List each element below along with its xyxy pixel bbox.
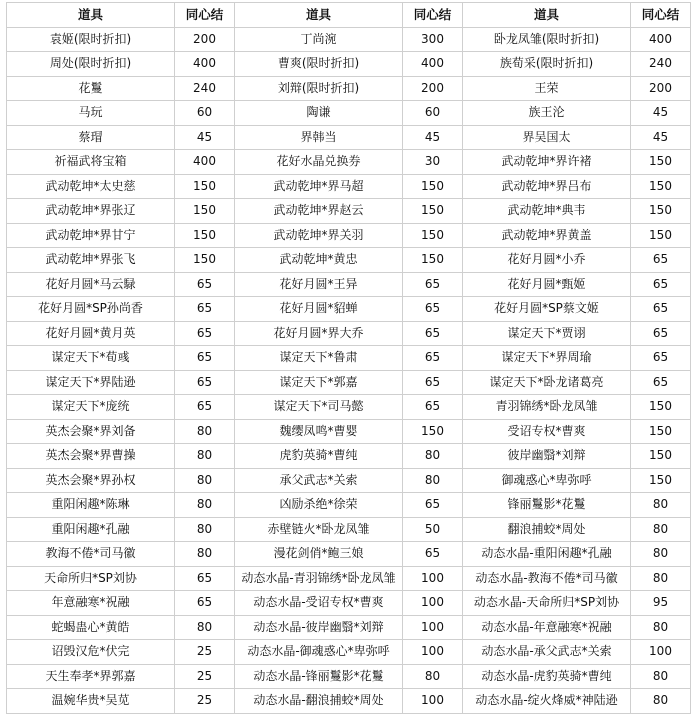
header-row: [7, 3, 691, 28]
table-row: [7, 517, 691, 542]
cost-cell: 150: [403, 223, 463, 248]
cost-cell: 80: [631, 664, 691, 689]
cost-cell: 150: [631, 419, 691, 444]
item-name-cell: 花好月圆*王异: [235, 272, 403, 297]
item-name-cell: 教海不倦*司马徽: [7, 542, 175, 567]
item-name-cell: 动态水晶-教海不倦*司马徽: [463, 566, 631, 591]
item-name-cell: 动态水晶-虎豹英骑*曹纯: [463, 664, 631, 689]
cost-cell: 65: [175, 297, 235, 322]
item-name-cell: 族王沦: [463, 101, 631, 126]
cost-cell: 65: [403, 272, 463, 297]
cost-cell: 150: [631, 150, 691, 175]
cost-cell: 80: [631, 542, 691, 567]
item-name-cell: 温婉华贵*吴苋: [7, 689, 175, 714]
item-name-cell: 王荣: [463, 76, 631, 101]
item-name-cell: 武动乾坤*界黄盖: [463, 223, 631, 248]
cost-cell: 100: [403, 591, 463, 616]
item-name-cell: 谋定天下*鲁肃: [235, 346, 403, 371]
table-row: [7, 615, 691, 640]
cost-cell: 65: [175, 346, 235, 371]
item-name-cell: 谋定天下*荀彧: [7, 346, 175, 371]
item-name-cell: 动态水晶-承父武志*关索: [463, 640, 631, 665]
table-row: [7, 640, 691, 665]
cost-cell: 65: [403, 370, 463, 395]
cost-cell: 150: [175, 174, 235, 199]
item-name-cell: 赤壁链火*卧龙凤雏: [235, 517, 403, 542]
item-name-cell: 武动乾坤*界许褚: [463, 150, 631, 175]
cost-cell: 45: [631, 125, 691, 150]
cost-cell: 80: [631, 566, 691, 591]
item-name-cell: 重阳闲趣*孔融: [7, 517, 175, 542]
cost-cell: 200: [403, 76, 463, 101]
item-name-cell: 花好月圆*界大乔: [235, 321, 403, 346]
cost-cell: 65: [175, 591, 235, 616]
item-name-cell: 马玩: [7, 101, 175, 126]
item-name-cell: 动态水晶-年意融寒*祝融: [463, 615, 631, 640]
item-name-cell: 御魂惑心*卑弥呼: [463, 468, 631, 493]
cost-cell: 65: [175, 321, 235, 346]
item-name-cell: 武动乾坤*典韦: [463, 199, 631, 224]
item-name-cell: 蔡瑁: [7, 125, 175, 150]
cost-cell: 65: [403, 395, 463, 420]
cost-cell: 65: [403, 321, 463, 346]
cost-cell: 150: [631, 444, 691, 469]
cost-cell: 300: [403, 27, 463, 52]
item-name-cell: 英杰会聚*界刘备: [7, 419, 175, 444]
item-name-cell: 武动乾坤*界关羽: [235, 223, 403, 248]
item-name-cell: 武动乾坤*太史慈: [7, 174, 175, 199]
item-name-cell: 花好月圆*甄姬: [463, 272, 631, 297]
item-name-cell: 界吴国太: [463, 125, 631, 150]
cost-cell: 240: [631, 52, 691, 77]
cost-cell: 80: [631, 615, 691, 640]
item-name-cell: 花好月圆*SP蔡文姬: [463, 297, 631, 322]
cost-cell: 100: [403, 640, 463, 665]
item-name-cell: 武动乾坤*界张飞: [7, 248, 175, 273]
cost-cell: 45: [403, 125, 463, 150]
table-row: [7, 370, 691, 395]
table-row: [7, 52, 691, 77]
item-name-cell: 谋定天下*贾诩: [463, 321, 631, 346]
table-row: [7, 566, 691, 591]
cost-cell: 65: [175, 566, 235, 591]
item-name-cell: 武动乾坤*黄忠: [235, 248, 403, 273]
item-name-cell: 花好水晶兑换券: [235, 150, 403, 175]
table-row: [7, 76, 691, 101]
table-row: [7, 444, 691, 469]
item-name-cell: 周处(限时折扣): [7, 52, 175, 77]
cost-cell: 100: [403, 689, 463, 714]
table-row: [7, 321, 691, 346]
cost-cell: 150: [175, 223, 235, 248]
table-row: [7, 664, 691, 689]
cost-cell: 25: [175, 664, 235, 689]
column-header-item: 道具: [235, 3, 403, 28]
cost-cell: 100: [403, 615, 463, 640]
table-row: [7, 689, 691, 714]
item-name-cell: 英杰会聚*界孙权: [7, 468, 175, 493]
cost-cell: 80: [403, 444, 463, 469]
item-name-cell: 谋定天下*界陆逊: [7, 370, 175, 395]
cost-cell: 150: [631, 395, 691, 420]
cost-cell: 80: [175, 493, 235, 518]
cost-cell: 80: [631, 689, 691, 714]
item-name-cell: 动态水晶-重阳闲趣*孔融: [463, 542, 631, 567]
cost-cell: 80: [175, 468, 235, 493]
cost-cell: 240: [175, 76, 235, 101]
cost-cell: 80: [631, 493, 691, 518]
table-row: [7, 223, 691, 248]
cost-cell: 65: [175, 395, 235, 420]
item-name-cell: 翻浪捕蛟*周处: [463, 517, 631, 542]
item-name-cell: 谋定天下*庞统: [7, 395, 175, 420]
table-row: [7, 395, 691, 420]
cost-cell: 80: [175, 444, 235, 469]
table-row: [7, 174, 691, 199]
item-name-cell: 谋定天下*卧龙诸葛亮: [463, 370, 631, 395]
item-name-cell: 花好月圆*貂蝉: [235, 297, 403, 322]
table-row: [7, 248, 691, 273]
item-name-cell: 武动乾坤*界吕布: [463, 174, 631, 199]
cost-cell: 150: [403, 248, 463, 273]
item-name-cell: 承父武志*关索: [235, 468, 403, 493]
cost-cell: 65: [403, 493, 463, 518]
cost-cell: 30: [403, 150, 463, 175]
item-name-cell: 动态水晶-青羽锦绣*卧龙凤雏: [235, 566, 403, 591]
cost-cell: 50: [403, 517, 463, 542]
cost-cell: 25: [175, 689, 235, 714]
item-name-cell: 界韩当: [235, 125, 403, 150]
cost-cell: 200: [175, 27, 235, 52]
item-name-cell: 袁姬(限时折扣): [7, 27, 175, 52]
table-row: [7, 272, 691, 297]
cost-cell: 80: [631, 517, 691, 542]
item-name-cell: 英杰会聚*界曹操: [7, 444, 175, 469]
item-name-cell: 动态水晶-翻浪捕蛟*周处: [235, 689, 403, 714]
item-name-cell: 武动乾坤*界赵云: [235, 199, 403, 224]
cost-cell: 100: [631, 640, 691, 665]
cost-cell: 150: [403, 199, 463, 224]
item-name-cell: 动态水晶-彼岸幽翳*刘辩: [235, 615, 403, 640]
cost-cell: 150: [175, 199, 235, 224]
cost-cell: 65: [631, 346, 691, 371]
cost-cell: 65: [403, 297, 463, 322]
column-header-item: 道具: [463, 3, 631, 28]
cost-cell: 65: [631, 321, 691, 346]
item-name-cell: 祈福武将宝箱: [7, 150, 175, 175]
cost-cell: 80: [175, 419, 235, 444]
column-header-cost: 同心结: [175, 3, 235, 28]
item-name-cell: 年意融寒*祝融: [7, 591, 175, 616]
column-header-item: 道具: [7, 3, 175, 28]
cost-cell: 100: [403, 566, 463, 591]
item-name-cell: 重阳闲趣*陈琳: [7, 493, 175, 518]
cost-cell: 65: [631, 272, 691, 297]
table-row: [7, 297, 691, 322]
cost-cell: 80: [175, 615, 235, 640]
cost-cell: 25: [175, 640, 235, 665]
cost-cell: 400: [175, 150, 235, 175]
table-row: [7, 493, 691, 518]
item-name-cell: 武动乾坤*界甘宁: [7, 223, 175, 248]
item-name-cell: 卧龙凤雏(限时折扣): [463, 27, 631, 52]
item-name-cell: 动态水晶-锋丽鬘影*花鬘: [235, 664, 403, 689]
item-name-cell: 动态水晶-天命所归*SP刘协: [463, 591, 631, 616]
item-name-cell: 刘辩(限时折扣): [235, 76, 403, 101]
item-name-cell: 谋定天下*郭嘉: [235, 370, 403, 395]
cost-cell: 80: [175, 542, 235, 567]
table-row: [7, 125, 691, 150]
item-name-cell: 锋丽鬘影*花鬘: [463, 493, 631, 518]
table-row: [7, 199, 691, 224]
cost-cell: 150: [631, 174, 691, 199]
cost-cell: 60: [175, 101, 235, 126]
cost-cell: 65: [175, 272, 235, 297]
cost-cell: 400: [631, 27, 691, 52]
item-name-cell: 蛇蝎蛊心*黄皓: [7, 615, 175, 640]
cost-cell: 65: [631, 370, 691, 395]
cost-cell: 65: [403, 542, 463, 567]
item-name-cell: 魏缨凤鸣*曹婴: [235, 419, 403, 444]
item-name-cell: 武动乾坤*界马超: [235, 174, 403, 199]
table-row: [7, 591, 691, 616]
cost-cell: 150: [631, 223, 691, 248]
item-name-cell: 花鬘: [7, 76, 175, 101]
table-row: [7, 542, 691, 567]
item-name-cell: 花好月圆*马云騄: [7, 272, 175, 297]
table-row: [7, 150, 691, 175]
cost-cell: 150: [403, 419, 463, 444]
cost-cell: 150: [631, 199, 691, 224]
item-name-cell: 诏毁汉危*伏完: [7, 640, 175, 665]
item-name-cell: 受诏专权*曹爽: [463, 419, 631, 444]
item-name-cell: 动态水晶-绽火烽威*神陆逊: [463, 689, 631, 714]
column-header-cost: 同心结: [631, 3, 691, 28]
table-body: [7, 27, 691, 713]
cost-cell: 65: [631, 297, 691, 322]
cost-cell: 150: [175, 248, 235, 273]
item-name-cell: 丁尚涴: [235, 27, 403, 52]
cost-cell: 400: [403, 52, 463, 77]
table-row: [7, 468, 691, 493]
item-name-cell: 花好月圆*小乔: [463, 248, 631, 273]
table-row: [7, 101, 691, 126]
cost-cell: 65: [631, 248, 691, 273]
table-row: [7, 346, 691, 371]
cost-cell: 80: [175, 517, 235, 542]
cost-cell: 400: [175, 52, 235, 77]
table-row: [7, 419, 691, 444]
item-name-cell: 族荀采(限时折扣): [463, 52, 631, 77]
cost-cell: 60: [403, 101, 463, 126]
item-name-cell: 青羽锦绣*卧龙凤雏: [463, 395, 631, 420]
item-name-cell: 谋定天下*界周瑜: [463, 346, 631, 371]
item-name-cell: 漫花剑俏*鲍三娘: [235, 542, 403, 567]
cost-cell: 150: [631, 468, 691, 493]
item-name-cell: 谋定天下*司马懿: [235, 395, 403, 420]
item-name-cell: 虎豹英骑*曹纯: [235, 444, 403, 469]
cost-cell: 65: [403, 346, 463, 371]
cost-cell: 45: [631, 101, 691, 126]
item-name-cell: 花好月圆*黄月英: [7, 321, 175, 346]
item-name-cell: 陶谦: [235, 101, 403, 126]
cost-cell: 80: [403, 468, 463, 493]
cost-cell: 45: [175, 125, 235, 150]
cost-cell: 80: [403, 664, 463, 689]
cost-cell: 150: [403, 174, 463, 199]
column-header-cost: 同心结: [403, 3, 463, 28]
item-name-cell: 曹爽(限时折扣): [235, 52, 403, 77]
item-name-cell: 凶励杀绝*徐荣: [235, 493, 403, 518]
item-name-cell: 花好月圆*SP孙尚香: [7, 297, 175, 322]
cost-cell: 65: [175, 370, 235, 395]
table-row: [7, 27, 691, 52]
exchange-table: [6, 2, 691, 714]
item-name-cell: 动态水晶-御魂惑心*卑弥呼: [235, 640, 403, 665]
item-name-cell: 动态水晶-受诏专权*曹爽: [235, 591, 403, 616]
cost-cell: 95: [631, 591, 691, 616]
item-name-cell: 武动乾坤*界张辽: [7, 199, 175, 224]
item-name-cell: 彼岸幽翳*刘辩: [463, 444, 631, 469]
item-name-cell: 天命所归*SP刘协: [7, 566, 175, 591]
item-name-cell: 天生奉孝*界郭嘉: [7, 664, 175, 689]
cost-cell: 200: [631, 76, 691, 101]
